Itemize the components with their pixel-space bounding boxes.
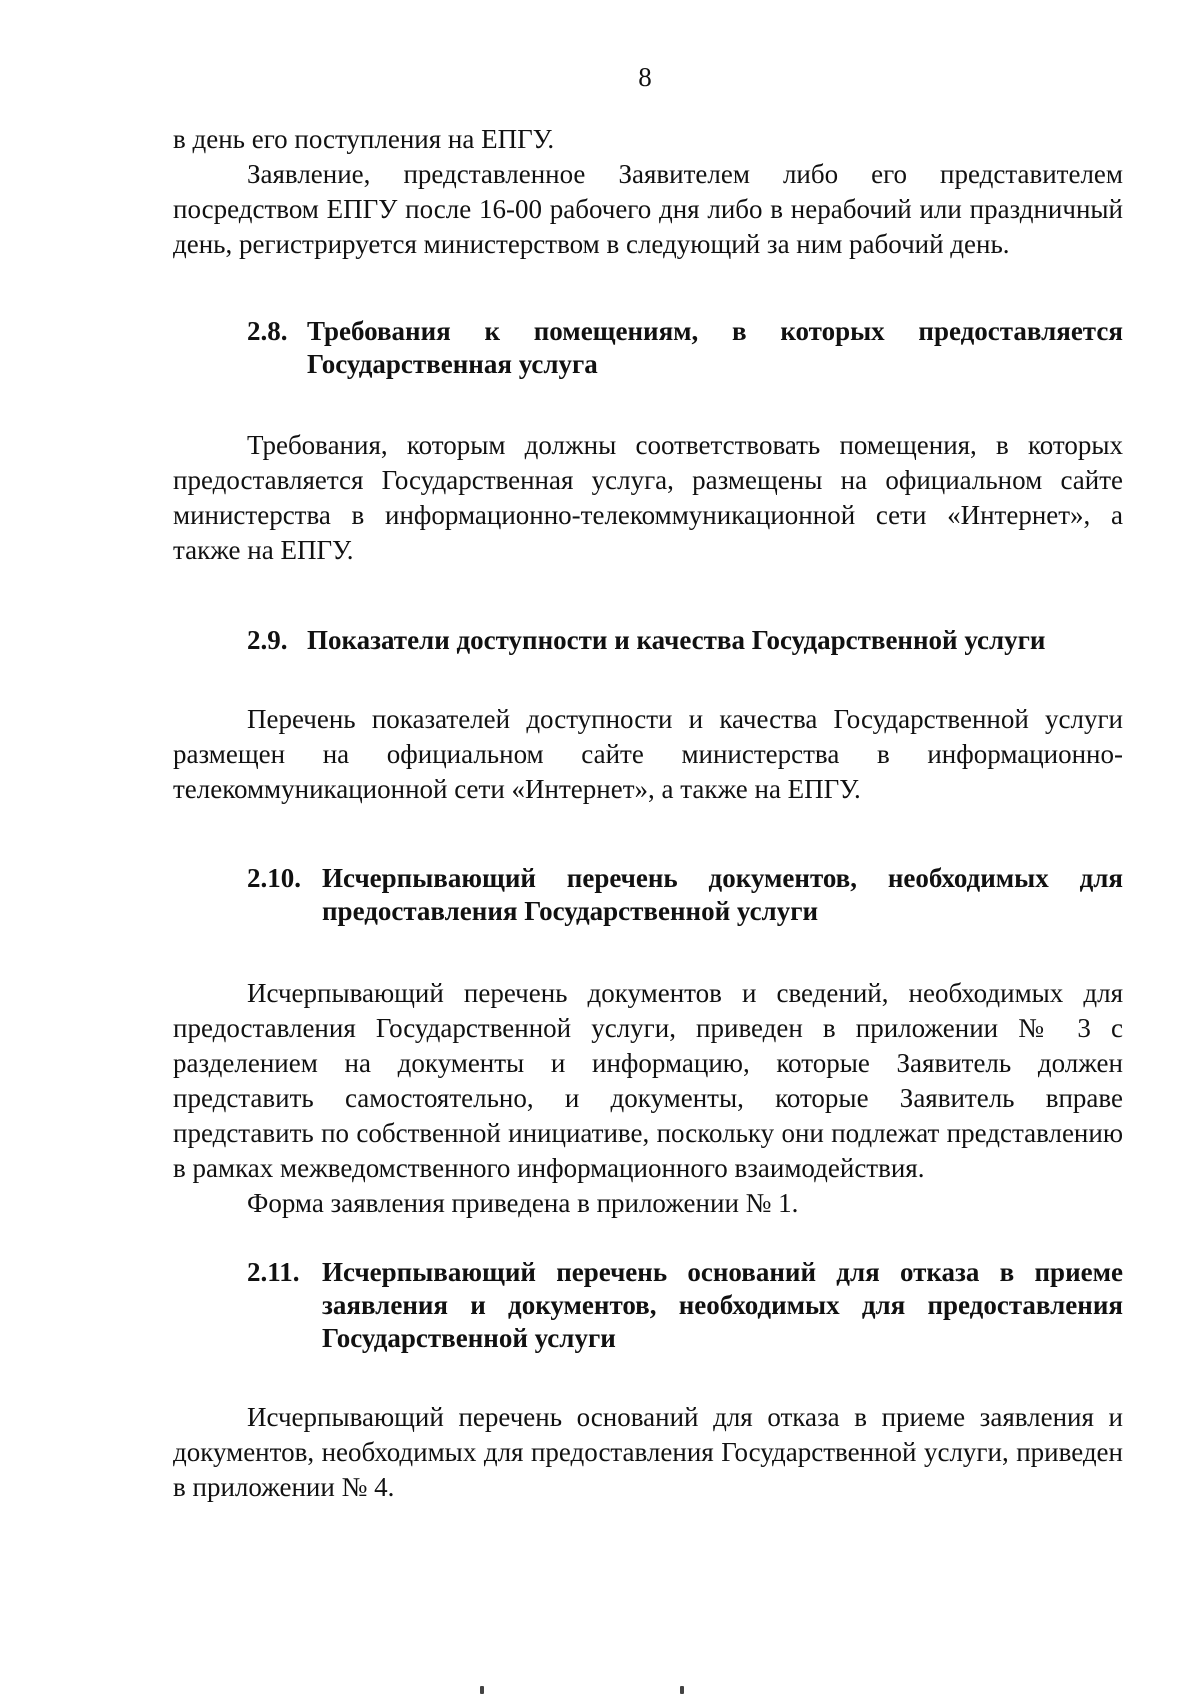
paragraph-documents-list: Исчерпывающий перечень документов и сведений, необходимых для предоставления Государственной услуги, приведен в приложении № 3 с разделением на документы и информацию, которые Заявитель должен представить самостоятельно, и документы, которые Заявитель вправе представить по собственной инициативе, поскольку они подлежат представлению в рамках межведомственного информационного взаимодействия. — [173, 978, 1123, 1183]
document-body — [173, 122, 1123, 1505]
section-number: 2.8. — [247, 316, 288, 346]
section-title: Исчерпывающий перечень оснований для отказа в приеме заявления и документов, необходимых для предоставления Государственной услуги — [322, 1257, 1123, 1353]
section-number: 2.9. — [247, 625, 288, 655]
scan-artifact — [470, 1686, 700, 1696]
paragraph-refusal-grounds: Исчерпывающий перечень оснований для отказа в приеме заявления и документов, необходимых для предоставления Государственной услуги, приведен в приложении № 4. — [173, 1402, 1123, 1502]
paragraph-application-registration: Заявление, представленное Заявителем либо его представителем посредством ЕПГУ после 16-00 рабочего дня либо в нерабочий или праздничный день, регистрируется министерством в следующий за ним рабочий день. — [173, 159, 1123, 259]
paragraph-continuation: в день его поступления на ЕПГУ. — [173, 124, 555, 154]
section-title: Исчерпывающий перечень документов, необходимых для предоставления Государственной услуги — [322, 863, 1123, 926]
section-title: Показатели доступности и качества Государственной услуги — [307, 625, 1046, 655]
section-heading-2-11 — [173, 1256, 1123, 1355]
section-number: 2.10. — [247, 863, 301, 893]
paragraph-quality-indicators: Перечень показателей доступности и качества Государственной услуги размещен на официальном сайте министерства в информационно-телекоммуникационной сети «Интернет», а также на ЕПГУ. — [173, 704, 1123, 804]
section-heading-2-9 — [173, 624, 1123, 657]
section-heading-2-8 — [173, 315, 1123, 381]
section-number: 2.11. — [247, 1257, 300, 1287]
paragraph-premises-requirements: Требования, которым должны соответствовать помещения, в которых предоставляется Государственная услуга, размещены на официальном сайте министерства в информационно-телекоммуникационной сети «Интернет», а также на ЕПГУ. — [173, 430, 1123, 565]
paragraph-application-form: Форма заявления приведена в приложении № 1. — [247, 1188, 799, 1218]
section-title: Требования к помещениям, в которых предоставляется Государственная услуга — [307, 316, 1123, 379]
page-number: 8 — [638, 62, 652, 92]
section-heading-2-10 — [173, 862, 1123, 928]
